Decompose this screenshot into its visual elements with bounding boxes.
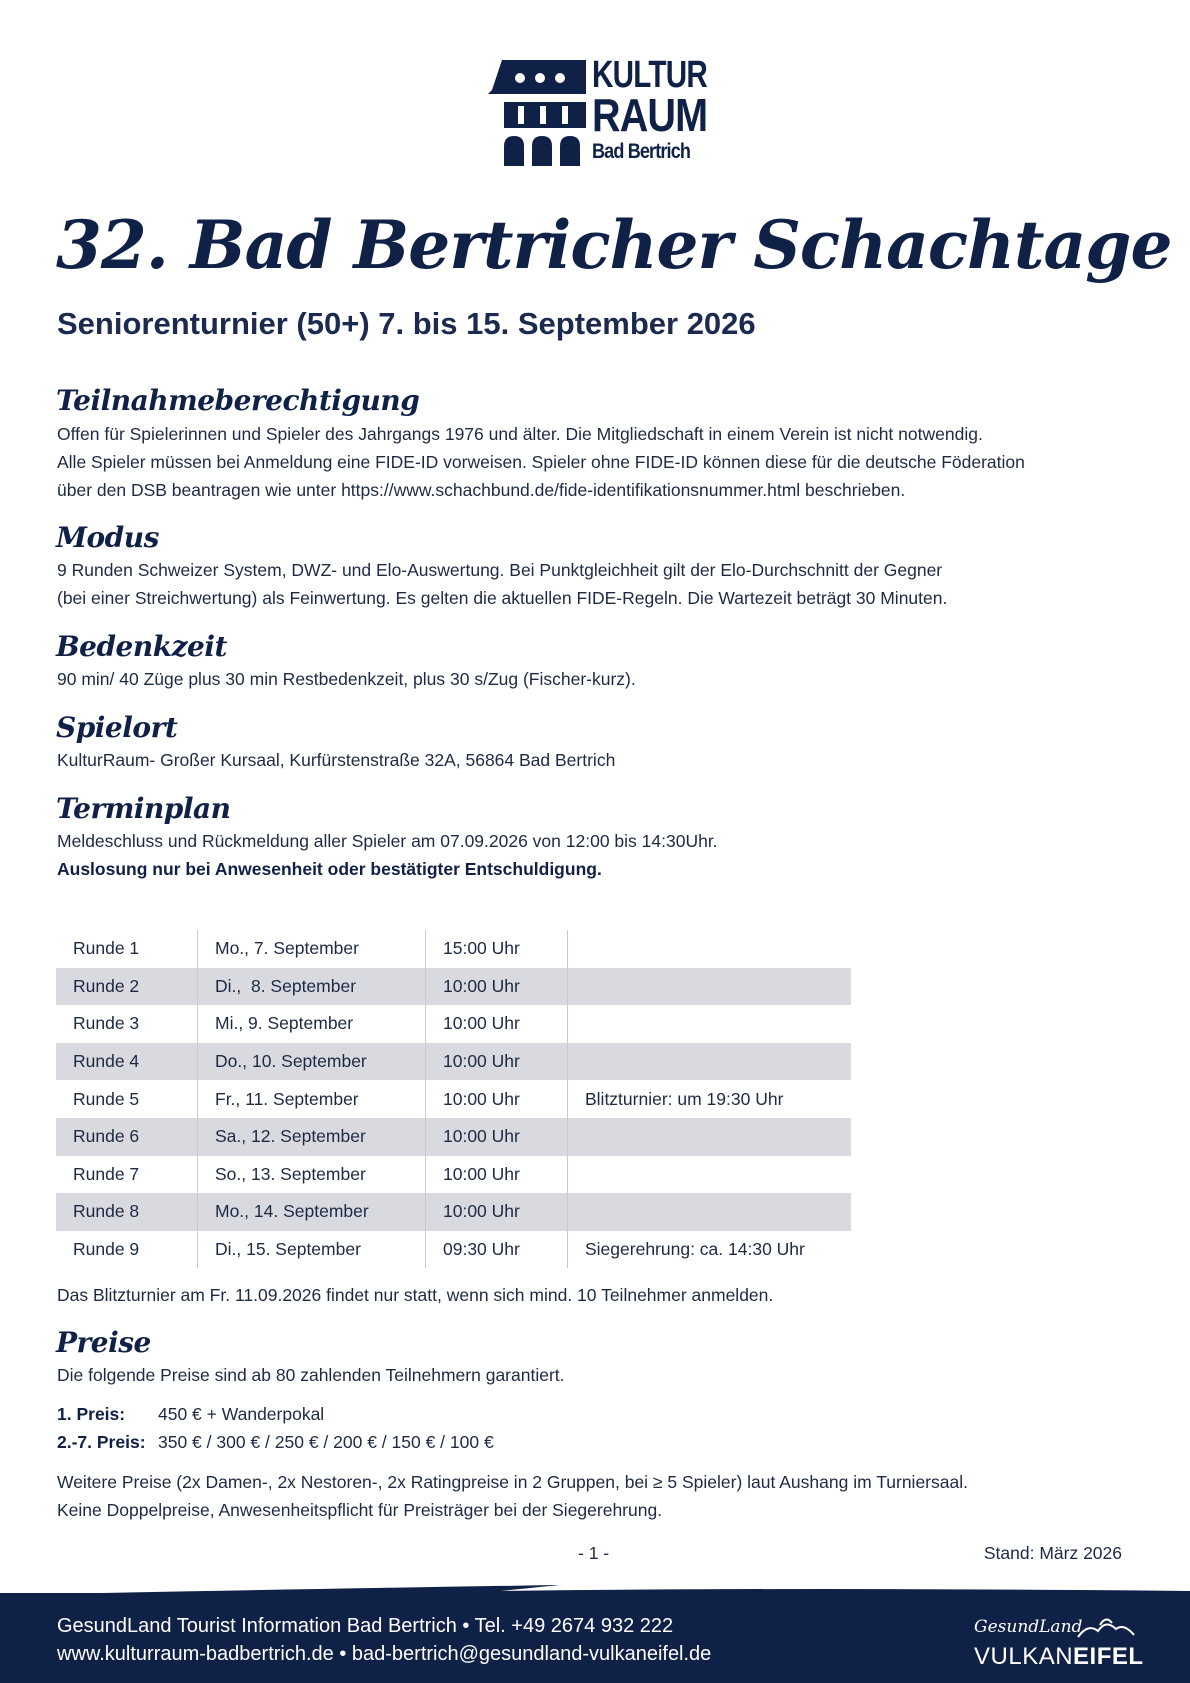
terminplan-line: Meldeschluss und Rückmeldung aller Spieler am 07.09.2026 von 12:00 bis 14:30Uhr. [57,831,718,851]
blitz-note-line: Das Blitzturnier am Fr. 11.09.2026 findet nur statt, wenn sich mind. 10 Teilnehmer anmelden. [57,1285,774,1305]
round-cell: Runde 8 [56,1193,198,1231]
prize-first-value: 450 € + Wanderpokal [158,1404,325,1424]
time-cell: 10:00 Uhr [426,1118,568,1156]
prize-first-label: 1. Preis: [57,1404,126,1424]
heading-bedenkzeit: Bedenkzeit [56,630,227,663]
time-cell: 10:00 Uhr [426,1043,568,1081]
preise-intro [57,1361,565,1389]
logo-word-town: Bad Bertrich [592,140,691,163]
logo-word-kultur: KULTUR [592,54,707,96]
day-cell: Mo., 7. September [198,930,426,968]
spielort-line: KulturRaum- Großer Kursaal, Kurfürstenstraße 32A, 56864 Bad Bertrich [57,750,616,770]
brand-word-bold: EIFEL [1073,1643,1144,1670]
preise-more-line: Keine Doppelpreise, Anwesenheitspflicht für Preisträger bei der Siegerehrung. [57,1500,663,1520]
heading-modus: Modus [56,521,159,554]
page-title: 32. Bad Bertricher Schachtage [56,206,1172,284]
day-cell: So., 13. September [198,1156,426,1194]
brand-word-light: VULKAN [974,1643,1074,1670]
round-cell: Runde 7 [56,1156,198,1194]
table-row [56,1080,851,1118]
heading-preise: Preise [56,1326,151,1359]
time-cell: 15:00 Uhr [426,930,568,968]
note-cell: Siegerehrung: ca. 14:30 Uhr [585,1239,805,1260]
time-cell: 10:00 Uhr [426,1080,568,1118]
day-cell: Di., 15. September [198,1231,426,1269]
terminplan-bold-line: Auslosung nur bei Anwesenheit oder bestätigter Entschuldigung. [57,859,602,879]
building-icon [488,54,588,166]
footer-web-line: www.kulturraum-badbertrich.de • bad-bertrich@gesundland-vulkaneifel.de [57,1643,712,1665]
modus-line: 9 Runden Schweizer System, DWZ- und Elo-Auswertung. Bei Punktgleichheit gilt der Elo-Durchschnitt der Gegner [57,560,943,580]
heading-spielort: Spielort [56,711,178,744]
day-cell: Mo., 14. September [198,1193,426,1231]
table-row [56,1156,851,1194]
table-row [56,1193,851,1231]
schedule-table [56,930,851,1268]
day-cell: Di., 8. September [198,968,426,1006]
prize-rest-label: 2.-7. Preis: [57,1432,146,1452]
note-cell [568,1043,852,1081]
note-cell [568,1118,852,1156]
teilnahme-line: Offen für Spielerinnen und Spieler des Jahrgangs 1976 und älter. Die Mitgliedschaft in einem Verein ist nicht notwendig. [57,424,983,444]
modus-line: (bei einer Streichwertung) als Feinwertung. Es gelten die aktuellen FIDE-Regeln. Die Wartezeit beträgt 30 Minuten. [57,588,948,608]
logo-word-raum: RAUM [592,89,708,141]
teilnahme-text [57,420,1025,504]
day-cell: Fr., 11. September [198,1080,426,1118]
note-cell [568,1156,852,1194]
bedenkzeit-text [57,665,636,693]
bedenkzeit-line: 90 min/ 40 Züge plus 30 min Restbedenkzeit, plus 30 s/Zug (Fischer-kurz). [57,669,636,689]
round-cell: Runde 9 [56,1231,198,1269]
round-cell: Runde 5 [56,1080,198,1118]
brand-script: GesundLand [974,1617,1083,1637]
day-cell: Sa., 12. September [198,1118,426,1156]
vulkaneifel-logo [968,1615,1144,1675]
page-number: - 1 - [578,1543,610,1563]
note-cell [568,930,852,968]
table-row [56,1005,851,1043]
teilnahme-line: über den DSB beantragen wie unter https://www.schachbund.de/fide-identifikationsnummer.html beschrieben. [57,480,906,500]
blitz-note [57,1281,773,1309]
time-cell: 09:30 Uhr [426,1231,568,1269]
kulturraum-logo [488,54,708,166]
heading-teilnahme: Teilnahmeberechtigung [56,384,420,417]
time-cell: 10:00 Uhr [426,1005,568,1043]
terminplan-text [57,827,718,883]
note-cell [568,968,852,1006]
round-cell: Runde 1 [56,930,198,968]
time-cell: 10:00 Uhr [426,1156,568,1194]
heading-terminplan: Terminplan [56,792,231,825]
preise-more-line: Weitere Preise (2x Damen-, 2x Nestoren-, 2x Ratingpreise in 2 Gruppen, bei ≥ 5 Spieler) laut Aushang im Turniersaal. [57,1472,968,1492]
spielort-text [57,746,615,774]
note-cell: Blitzturnier: um 19:30 Uhr [585,1088,784,1109]
table-row [56,968,851,1006]
prize-rest [57,1432,494,1453]
mountain-icon [1076,1615,1136,1641]
prize-first [57,1404,324,1425]
page-subtitle: Seniorenturnier (50+) 7. bis 15. September 2026 [57,306,756,341]
footer-contact-line: GesundLand Tourist Information Bad Bertrich • Tel. +49 2674 932 222 [57,1615,674,1637]
round-cell: Runde 3 [56,1005,198,1043]
table-row [56,1118,851,1156]
round-cell: Runde 2 [56,968,198,1006]
footer [0,1575,1190,1683]
brand-word [974,1643,1144,1671]
revision-date: Stand: März 2026 [983,1543,1122,1563]
note-cell [568,1193,852,1231]
time-cell: 10:00 Uhr [426,1193,568,1231]
round-cell: Runde 4 [56,1043,198,1081]
teilnahme-line: Alle Spieler müssen bei Anmeldung eine FIDE-ID vorweisen. Spieler ohne FIDE-ID können diese für die deutsche Föderation [57,452,1025,472]
table-row [56,930,851,968]
table-row [56,1043,851,1081]
round-cell: Runde 6 [56,1118,198,1156]
day-cell: Mi., 9. September [198,1005,426,1043]
day-cell: Do., 10. September [198,1043,426,1081]
prize-rest-value: 350 € / 300 € / 250 € / 200 € / 150 € / 100 € [158,1432,494,1452]
note-cell [568,1005,852,1043]
time-cell: 10:00 Uhr [426,968,568,1006]
preise-intro-line: Die folgende Preise sind ab 80 zahlenden Teilnehmern garantiert. [57,1365,565,1385]
modus-text [57,556,947,612]
preise-more [57,1468,968,1524]
table-row [56,1231,851,1269]
